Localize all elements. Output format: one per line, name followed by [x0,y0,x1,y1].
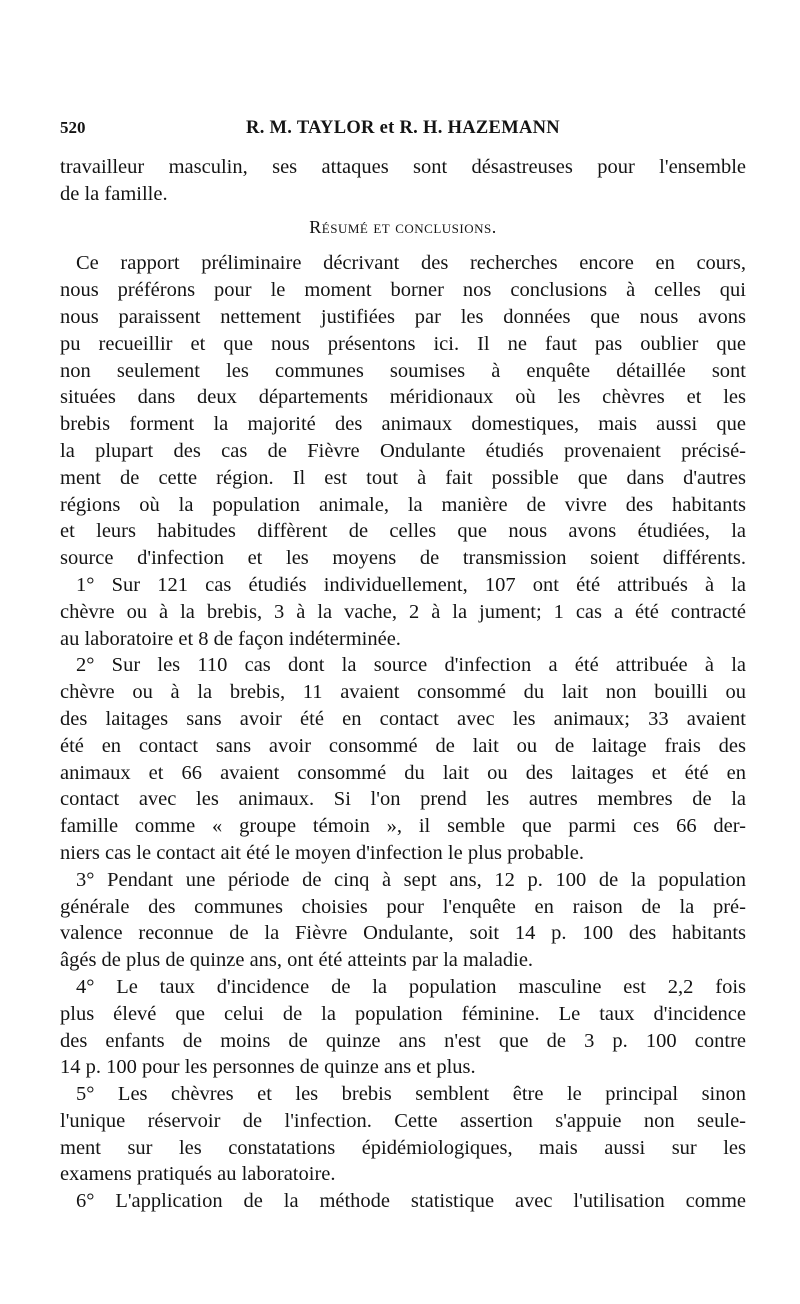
text-line: chèvre ou à la brebis, 11 avaient consommé du lait non bouilli ou [60,681,746,704]
text-line: au laboratoire et 8 de façon indéterminée. [60,627,401,650]
text-line: ment sur les constatations épidémiologiques, mais aussi sur les [60,1136,746,1159]
text-line: 4° Le taux d'incidence de la population masculine est 2,2 fois [76,975,746,998]
text-line: la plupart des cas de Fièvre Ondulante étudiés provenaient précisé- [60,439,746,462]
text-line: niers cas le contact ait été le moyen d'infection le plus probable. [60,841,584,864]
conclusion-3 [60,867,746,974]
text-line: 3° Pendant une période de cinq à sept ans, 12 p. 100 de la population [76,868,746,891]
text-line: famille comme « groupe témoin », il semble que parmi ces 66 der- [60,815,746,838]
text-line: des enfants de moins de quinze ans n'est que de 3 p. 100 contre [60,1029,746,1052]
text-line: source d'infection et les moyens de transmission soient différents. [60,547,746,570]
conclusion-6 [60,1188,746,1215]
page-number: 520 [60,118,86,137]
text-line: l'unique réservoir de l'infection. Cette assertion s'appuie non seule- [60,1109,746,1132]
text-line: examens pratiqués au laboratoire. [60,1163,336,1186]
text-line: âgés de plus de quinze ans, ont été atteints par la maladie. [60,949,534,972]
text-line: animaux et 66 avaient consommé du lait ou des laitages et été en [60,761,746,784]
text-line: contact avec les animaux. Si l'on prend les autres membres de la [60,788,746,811]
text-line: travailleur masculin, ses attaques sont désastreuses pour l'ensemble [60,156,746,178]
text-line: 2° Sur les 110 cas dont la source d'infection a été attribuée à la [76,654,746,677]
text-line: 1° Sur 121 cas étudiés individuellement, 107 ont été attribués à la [76,573,746,596]
text-line: 5° Les chèvres et les brebis semblent être le principal sinon [76,1083,746,1106]
text-line: 14 p. 100 pour les personnes de quinze ans et plus. [60,1056,476,1079]
section-heading: Résumé et conclusions. [309,216,497,237]
running-head-authors: R. M. TAYLOR et R. H. HAZEMANN [246,118,560,138]
text-line: Ce rapport préliminaire décrivant des recherches encore en cours, [76,252,746,275]
text-line: situées dans deux départements méridionaux où les chèvres et les [60,386,746,409]
text-line: générale des communes choisies pour l'enquête en raison de la pré- [60,895,746,918]
opening-paragraph [60,154,746,208]
text-line: chèvre ou à la brebis, 3 à la vache, 2 à la jument; 1 cas a été contracté [60,600,746,623]
text-line: pu recueillir et que nous présentons ici. Il ne faut pas oublier que [60,332,746,355]
conclusion-4 [60,974,746,1081]
text-line: nous préférons pour le moment borner nos conclusions à celles qui [60,279,746,302]
text-line: valence reconnue de la Fièvre Ondulante, soit 14 p. 100 des habitants [60,922,746,945]
conclusion-5 [60,1081,746,1188]
text-line: de la famille. [60,182,168,205]
text-line: ment de cette région. Il est tout à fait possible que dans d'autres [60,466,746,489]
text-line: des laitages sans avoir été en contact avec les animaux; 33 avaient [60,707,746,730]
text-line: plus élevé que celui de la population féminine. Le taux d'incidence [60,1002,746,1025]
text-line: non seulement les communes soumises à enquête détaillée sont [60,359,746,382]
conclusion-1 [60,572,746,652]
text-line: été en contact sans avoir consommé de lait ou de laitage frais des [60,734,746,757]
text-line: et leurs habitudes diffèrent de celles que nous avons étudiées, la [60,520,746,543]
text-line: régions où la population animale, la manière de vivre des habitants [60,493,746,516]
intro-paragraph [60,250,746,572]
conclusion-2 [60,652,746,866]
text-line: brebis forment la majorité des animaux domestiques, mais aussi que [60,413,746,436]
document-page [60,110,746,1215]
text-line: 6° L'application de la méthode statistique avec l'utilisation comme [76,1190,746,1213]
running-head [60,110,746,144]
text-line: nous paraissent nettement justifiées par les données que nous avons [60,305,746,328]
